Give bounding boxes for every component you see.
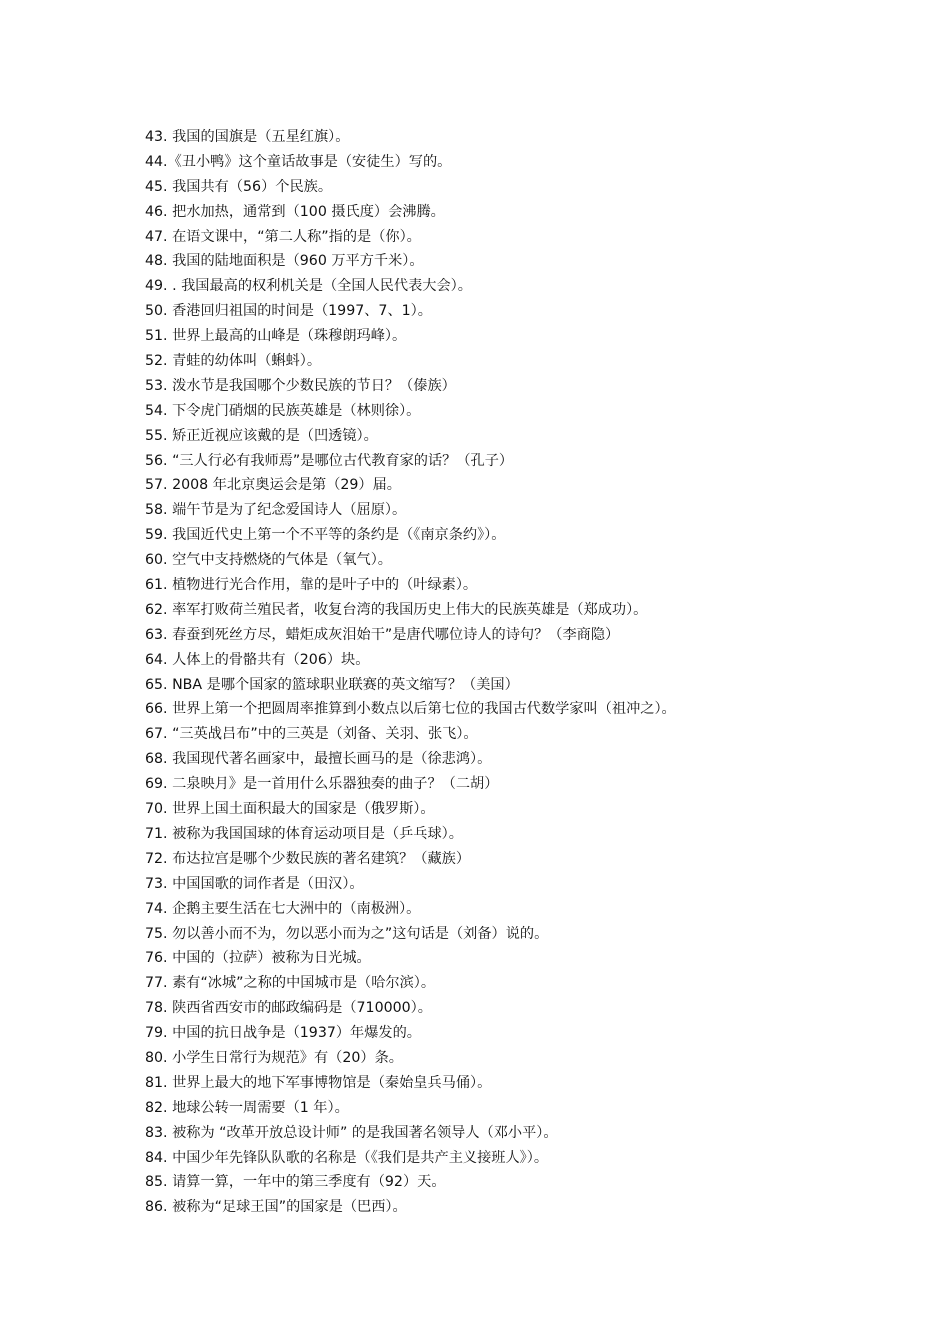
qa-line: 83. 被称为 “改革开放总设计师” 的是我国著名领导人（邓小平）。 <box>145 1124 558 1141</box>
qa-line: 76. 中国的（拉萨）被称为日光城。 <box>145 950 371 967</box>
qa-line: 69. 二泉映月》是一首用什么乐器独奏的曲子？（二胡） <box>145 776 499 793</box>
qa-line: 63. 春蚕到死丝方尽，蜡炬成灰泪始干”是唐代哪位诗人的诗句？（李商隐） <box>145 626 620 643</box>
qa-line: 72. 布达拉宫是哪个少数民族的著名建筑？（藏族） <box>145 850 471 867</box>
qa-line: 51. 世界上最高的山峰是（珠穆朗玛峰）。 <box>145 328 407 345</box>
qa-line: 43. 我国的国旗是（五星红旗）。 <box>145 129 350 145</box>
qa-line: 61. 植物进行光合作用，靠的是叶子中的（叶绿素）。 <box>145 577 478 594</box>
qa-line: 68. 我国现代著名画家中，最擅长画马的是（徐悲鸿）。 <box>145 751 492 768</box>
qa-line: 52. 青蛙的幼体叫（蝌蚪）。 <box>145 353 322 370</box>
qa-line: 59. 我国近代史上第一个不平等的条约是（《南京条约》）。 <box>145 527 506 544</box>
qa-line: 78. 陕西省西安市的邮政编码是（710000）。 <box>145 1000 432 1017</box>
qa-line: 70. 世界上国土面积最大的国家是（俄罗斯）。 <box>145 801 435 818</box>
qa-line: 79. 中国的抗日战争是（1937）年爆发的。 <box>145 1025 421 1042</box>
qa-line: 49. . 我国最高的权利机关是（全国人民代表大会）。 <box>145 278 472 295</box>
qa-line: 60. 空气中支持燃烧的气体是（氧气）。 <box>145 552 392 569</box>
qa-line: 82. 地球公转一周需要（1 年）。 <box>145 1099 349 1116</box>
qa-line: 45. 我国共有（56）个民族。 <box>145 178 333 195</box>
qa-list <box>145 125 905 1220</box>
qa-line: 75. 勿以善小而不为，勿以恶小而为之”这句话是（刘备）说的。 <box>145 925 549 942</box>
qa-line: 47. 在语文课中，“第二人称”指的是（你）。 <box>145 228 421 245</box>
qa-line: 46. 把水加热，通常到（100 摄氏度）会沸腾。 <box>145 203 445 220</box>
qa-line: 44.《丑小鸭》这个童话故事是（安徒生）写的。 <box>145 153 452 170</box>
qa-line: 64. 人体上的骨骼共有（206）块。 <box>145 651 370 668</box>
qa-line: 73. 中国国歌的词作者是（田汉）。 <box>145 875 364 892</box>
qa-line: 53. 泼水节是我国哪个少数民族的节日？（傣族） <box>145 377 456 394</box>
qa-line: 67. “三英战吕布”中的三英是（刘备、关羽、张飞）。 <box>145 726 478 743</box>
qa-line: 80. 小学生日常行为规范》有（20）条。 <box>145 1049 403 1066</box>
qa-line: 74. 企鹅主要生活在七大洲中的（南极洲）。 <box>145 900 421 917</box>
qa-line: 48. 我国的陆地面积是（960 万平方千米）。 <box>145 253 424 270</box>
qa-line: 54. 下令虎门硝烟的民族英雄是（林则徐）。 <box>145 402 421 419</box>
qa-line: 86. 被称为“足球王国”的国家是（巴西）。 <box>145 1199 407 1216</box>
qa-line: 85. 请算一算，一年中的第三季度有（92）天。 <box>145 1174 446 1191</box>
qa-line: 65. NBA 是哪个国家的篮球职业联赛的英文缩写？（美国） <box>145 676 519 693</box>
qa-line: 81. 世界上最大的地下军事博物馆是（秦始皇兵马俑）。 <box>145 1074 492 1091</box>
qa-line: 58. 端午节是为了纪念爱国诗人（屈原）。 <box>145 502 407 519</box>
qa-line: 84. 中国少年先锋队队歌的名称是（《我们是共产主义接班人》）。 <box>145 1149 549 1166</box>
qa-line: 71. 被称为我国国球的体育运动项目是（乒乓球）。 <box>145 825 463 842</box>
qa-line: 77. 素有“冰城”之称的中国城市是（哈尔滨）。 <box>145 975 436 992</box>
qa-line: 50. 香港回归祖国的时间是（1997、7、1）。 <box>145 303 432 320</box>
qa-line: 62. 率军打败荷兰殖民者，收复台湾的我国历史上伟大的民族英雄是（郑成功）。 <box>145 601 648 618</box>
qa-line: 56. “三人行必有我师焉”是哪位古代教育家的话？（孔子） <box>145 452 514 469</box>
qa-line: 55. 矫正近视应该戴的是（凹透镜）。 <box>145 427 378 444</box>
qa-line: 57. 2008 年北京奥运会是第（29）届。 <box>145 477 401 494</box>
qa-line: 66. 世界上第一个把圆周率推算到小数点以后第七位的我国古代数学家叫（祖冲之）。 <box>145 701 676 718</box>
